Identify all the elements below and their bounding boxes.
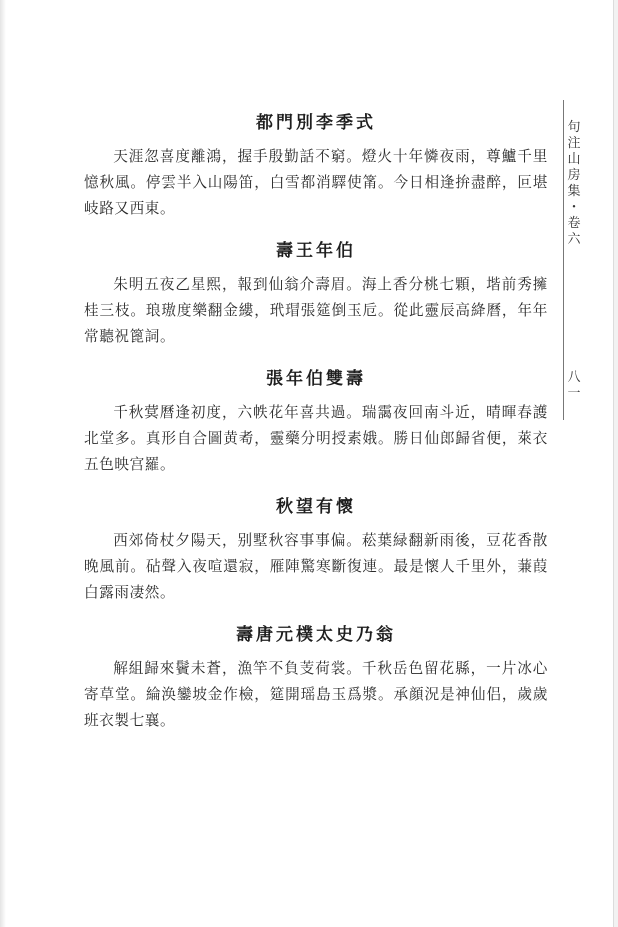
running-head-char: 注 <box>567 136 581 151</box>
poem-section <box>84 238 548 350</box>
poem-title: 秋望有懷 <box>276 497 356 517</box>
running-head-char: 卷 <box>567 216 581 231</box>
page-number-char: 一 <box>567 386 581 401</box>
poem-title: 壽唐元樸太史乃翁 <box>236 625 396 645</box>
poem-text: 朱明五夜乙星熙，報到仙翁介壽眉。海上香分桃七顆，堦前秀擁桂三枝。琅璈度樂翻金縷，玳瑁張筵倒玉卮。從此靈辰高絳曆，年年常聽祝篦詞。 <box>84 276 548 345</box>
poem-title: 張年伯雙壽 <box>266 369 366 389</box>
running-head-char: 六 <box>567 232 581 247</box>
poem-text: 千秋蓂曆逢初度，六帙花年喜共過。瑞靄夜回南斗近，晴暉春護北堂多。真形自合圖黄耇，靈藥分明授素娥。勝日仙郎歸省便，萊衣五色映宫羅。 <box>84 404 548 473</box>
poem-section <box>84 622 548 734</box>
page-number <box>566 370 582 402</box>
page-gutter-shadow <box>0 0 6 927</box>
running-head-rule <box>563 100 564 420</box>
running-head <box>566 120 582 248</box>
running-head-char: 山 <box>567 152 581 167</box>
poem-section <box>84 494 548 606</box>
page-edge <box>613 0 618 927</box>
page-number-char: 八 <box>567 370 581 385</box>
running-head-char: ・ <box>567 200 581 215</box>
poem-section <box>84 366 548 478</box>
poem-text: 西郊倚杖夕陽天，别墅秋容事事偏。菘葉緑翻新雨後，豆花香散晚風前。砧聲入夜喧還寂，雁陣驚寒斷復連。最是懷人千里外，蒹葭白露雨凄然。 <box>84 532 548 601</box>
poem-text: 天涯忽喜度離鴻，握手殷勤話不窮。燈火十年憐夜雨，尊鱸千里憶秋風。停雲半入山陽笛，白雪都消驛使筩。今日相逢拚盡醉，叵堪岐路又西東。 <box>84 148 548 217</box>
poem-text: 解組歸來鬢未蒼，漁竿不負芰荷裳。千秋岳色留花縣，一片冰心寄草堂。綸涣鑾坡金作檢，筵開瑶島玉爲漿。承顔況是神仙侣，歲歲班衣製七襄。 <box>84 660 548 729</box>
running-head-char: 集 <box>567 184 581 199</box>
running-head-char: 句 <box>567 120 581 135</box>
poem-section <box>84 110 548 222</box>
running-head-char: 房 <box>567 168 581 183</box>
poem-title: 都門別李季式 <box>256 113 376 133</box>
poem-title: 壽王年伯 <box>276 241 356 261</box>
page-body <box>84 110 548 750</box>
